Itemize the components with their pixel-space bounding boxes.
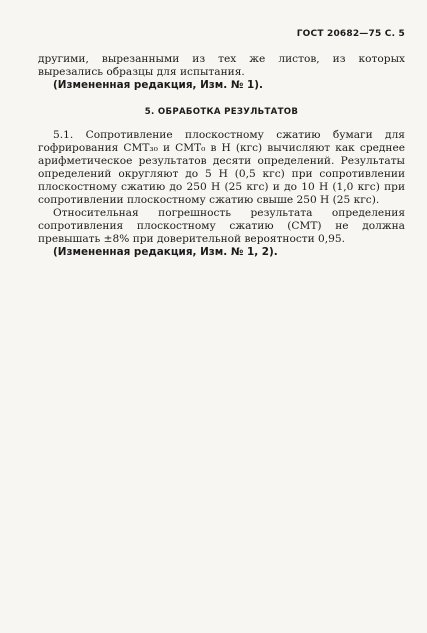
section-title: 5. ОБРАБОТКА РЕЗУЛЬТАТОВ [144, 107, 299, 117]
amendment-note: (Измененная редакция, Изм. № 1). [53, 79, 263, 91]
document-reference: ГОСТ 20682—75 С. 5 [296, 29, 405, 39]
paragraph-5-1: 5.1. Сопротивление плоскостному сжатию бумаги для гофрирования CMT₃₀ и CMT₀ в Н (кгс) вычисляют как среднее арифметическое результатов десяти определений. Результаты определений округляют до 5 Н (0,5 кгс) при сопротивлении плоскостному сжатию до 250 Н (25 кгс) и до 10 Н (1,0 кгс) при сопротивлении плоскостному сжатию свыше 250 Н (25 кгс). [38, 129, 405, 206]
final-amendment-note: (Измененная редакция, Изм. № 1, 2). [53, 246, 278, 258]
document-body [38, 53, 405, 259]
intro-paragraph: другими, вырезанными из тех же листов, из которых вырезались образцы для испытания. [38, 53, 405, 78]
relative-error-paragraph: Относительная погрешность результата определения сопротивления плоскостному сжатию (CMT) не должна превышать ±8% при доверительной вероятности 0,95. [38, 207, 405, 245]
